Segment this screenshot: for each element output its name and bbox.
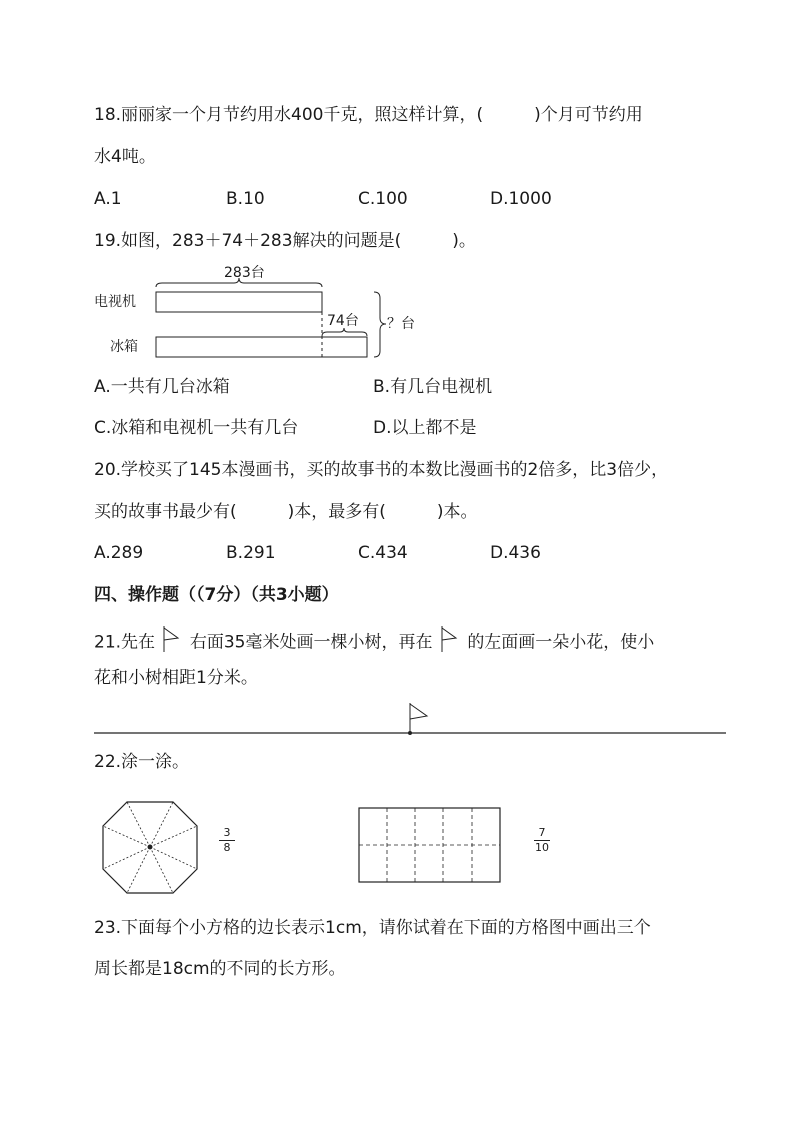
fridge-bar — [156, 337, 367, 357]
section-title: 四、操作题（（7分）（共3小题） — [94, 585, 339, 605]
q18-option-d[interactable]: D.1000 — [490, 189, 552, 209]
flag-point — [408, 731, 412, 735]
fraction-numerator: 7 — [538, 826, 546, 839]
q18-option-b[interactable]: B.10 — [226, 189, 265, 209]
fraction-denominator: 10 — [535, 841, 549, 854]
fraction-7-10 — [532, 827, 552, 854]
fraction-numerator: 3 — [223, 826, 231, 839]
q20-option-d[interactable]: D.436 — [490, 543, 541, 563]
fraction-3-8 — [217, 827, 237, 854]
q23-line2: 周长都是18cm的不同的长方形。 — [94, 959, 346, 979]
octagon-dividers — [103, 802, 197, 893]
q21-line1 — [94, 624, 654, 661]
q22-stem: 22.涂一涂。 — [94, 752, 190, 772]
octagon-shape — [103, 802, 197, 893]
q19-option-b[interactable]: B.有几台电视机 — [373, 377, 493, 397]
q21-part3: 的左面画一朵小花，使小 — [467, 632, 655, 653]
flag-icon — [438, 624, 462, 661]
q19-top-value: 283台 — [224, 265, 265, 281]
q19-fridge-label: 冰箱 — [110, 339, 138, 355]
q18-option-c[interactable]: C.100 — [358, 189, 408, 209]
q21-line2: 花和小树相距1分米。 — [94, 668, 258, 688]
q19-tv-label: 电视机 — [94, 294, 136, 310]
q19-question-label: ？台 — [387, 316, 415, 332]
octagon-center — [148, 845, 153, 850]
q20-option-a[interactable]: A.289 — [94, 543, 144, 563]
q18-line1: 18.丽丽家一个月节约用水400千克，照这样计算，( )个月可节约用 — [94, 105, 643, 125]
q18-option-a[interactable]: A.1 — [94, 189, 122, 209]
rectangle-dividers — [359, 808, 500, 882]
q19-stem: 19.如图，283＋74＋283解决的问题是( )。 — [94, 231, 476, 251]
q20-line2: 买的故事书最少有( )本，最多有( )本。 — [94, 502, 478, 522]
right-brace — [374, 292, 386, 357]
q19-extra-value: 74台 — [327, 313, 359, 329]
q19-option-d[interactable]: D.以上都不是 — [373, 418, 477, 438]
q19-option-a[interactable]: A.一共有几台冰箱 — [94, 377, 230, 397]
q20-option-c[interactable]: C.434 — [358, 543, 408, 563]
q19-option-c[interactable]: C.冰箱和电视机一共有几台 — [94, 418, 299, 438]
flag-icon — [160, 624, 184, 661]
flag-icon — [410, 704, 427, 719]
q21-part1: 21.先在 — [94, 632, 156, 653]
q20-line1: 20.学校买了145本漫画书，买的故事书的本数比漫画书的2倍多，比3倍少， — [94, 460, 669, 480]
fraction-denominator: 8 — [223, 841, 231, 854]
q18-line2: 水4吨。 — [94, 147, 156, 167]
q21-part2: 右面35毫米处画一棵小树，再在 — [189, 632, 433, 653]
q23-line1: 23.下面每个小方格的边长表示1cm，请你试着在下面的方格图中画出三个 — [94, 918, 651, 938]
tv-bar — [156, 292, 322, 312]
rectangle-shape — [359, 808, 500, 882]
q20-option-b[interactable]: B.291 — [226, 543, 276, 563]
